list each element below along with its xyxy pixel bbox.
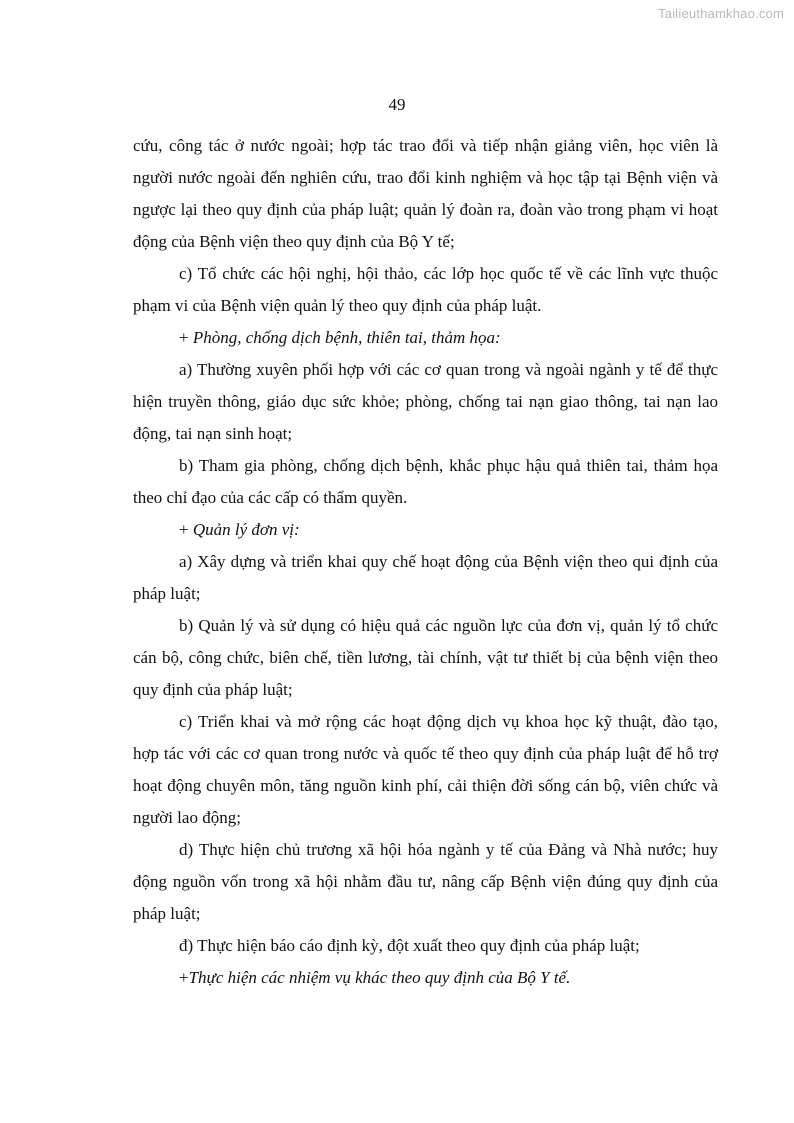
section-heading-text: Phòng, chống dịch bệnh, thiên tai, thảm họa: [192, 328, 501, 347]
paragraph-item-c-services: c) Triển khai và mở rộng các hoạt động dịch vụ khoa học kỹ thuật, đào tạo, hợp tác với các cơ quan trong nước và quốc tế theo quy định của pháp luật để hỗ trợ hoạt động chuyên môn, tăng nguồn kinh phí, cải thiện đời sống cán bộ, viên chức và người lao động; [133, 712, 718, 827]
section-heading-disease-prevention [133, 322, 718, 354]
section-heading-unit-management [133, 514, 718, 546]
watermark: Tailieuthamkhao.com [658, 6, 784, 21]
paragraph-item-a-coordination: a) Thường xuyên phối hợp với các cơ quan trong và ngoài ngành y tế để thực hiện truyền thông, giáo dục sức khỏe; phòng, chống tai nạn giao thông, tai nạn lao động, tai nạn sinh hoạt; [133, 360, 718, 443]
page-number: 49 [388, 95, 406, 114]
paragraph-item-b-disaster-response: b) Tham gia phòng, chống dịch bệnh, khắc phục hậu quả thiên tai, thảm họa theo chỉ đạo của các cấp có thẩm quyền. [133, 456, 718, 507]
section-bullet: + [179, 328, 193, 347]
paragraph-item-dd-reporting: đ) Thực hiện báo cáo định kỳ, đột xuất theo quy định của pháp luật; [179, 936, 640, 955]
section-bullet: + [179, 968, 189, 987]
paragraph-item-a-regulations: a) Xây dựng và triển khai quy chế hoạt động của Bệnh viện theo qui định của pháp luật; [133, 552, 718, 603]
paragraph-item-d-socialization: d) Thực hiện chủ trương xã hội hóa ngành y tế của Đảng và Nhà nước; huy động nguồn vốn trong xã hội nhằm đầu tư, nâng cấp Bệnh viện đúng quy định của pháp luật; [133, 840, 718, 923]
document-body [133, 130, 718, 994]
paragraph-item-c-conferences: c) Tổ chức các hội nghị, hội thảo, các lớp học quốc tế về các lĩnh vực thuộc phạm vi của Bệnh viện quản lý theo quy định của pháp luật. [133, 264, 718, 315]
section-heading-text: Thực hiện các nhiệm vụ khác theo quy định của Bộ Y tế. [188, 968, 571, 987]
paragraph-continuation: cứu, công tác ở nước ngoài; hợp tác trao đổi và tiếp nhận giảng viên, học viên là người nước ngoài đến nghiên cứu, trao đổi kinh nghiệm và học tập tại Bệnh viện và ngược lại theo quy định của pháp luật; quản lý đoàn ra, đoàn vào trong phạm vi hoạt động của Bệnh viện theo quy định của Bộ Y tế; [133, 136, 718, 251]
section-heading-text: Quản lý đơn vị: [192, 520, 300, 539]
paragraph-item-b-resources: b) Quản lý và sử dụng có hiệu quả các nguồn lực của đơn vị, quản lý tổ chức cán bộ, công chức, biên chế, tiền lương, tài chính, vật tư thiết bị của bệnh viện theo quy định của pháp luật; [133, 616, 718, 699]
section-bullet: + [179, 520, 193, 539]
section-heading-other-tasks [133, 962, 718, 994]
